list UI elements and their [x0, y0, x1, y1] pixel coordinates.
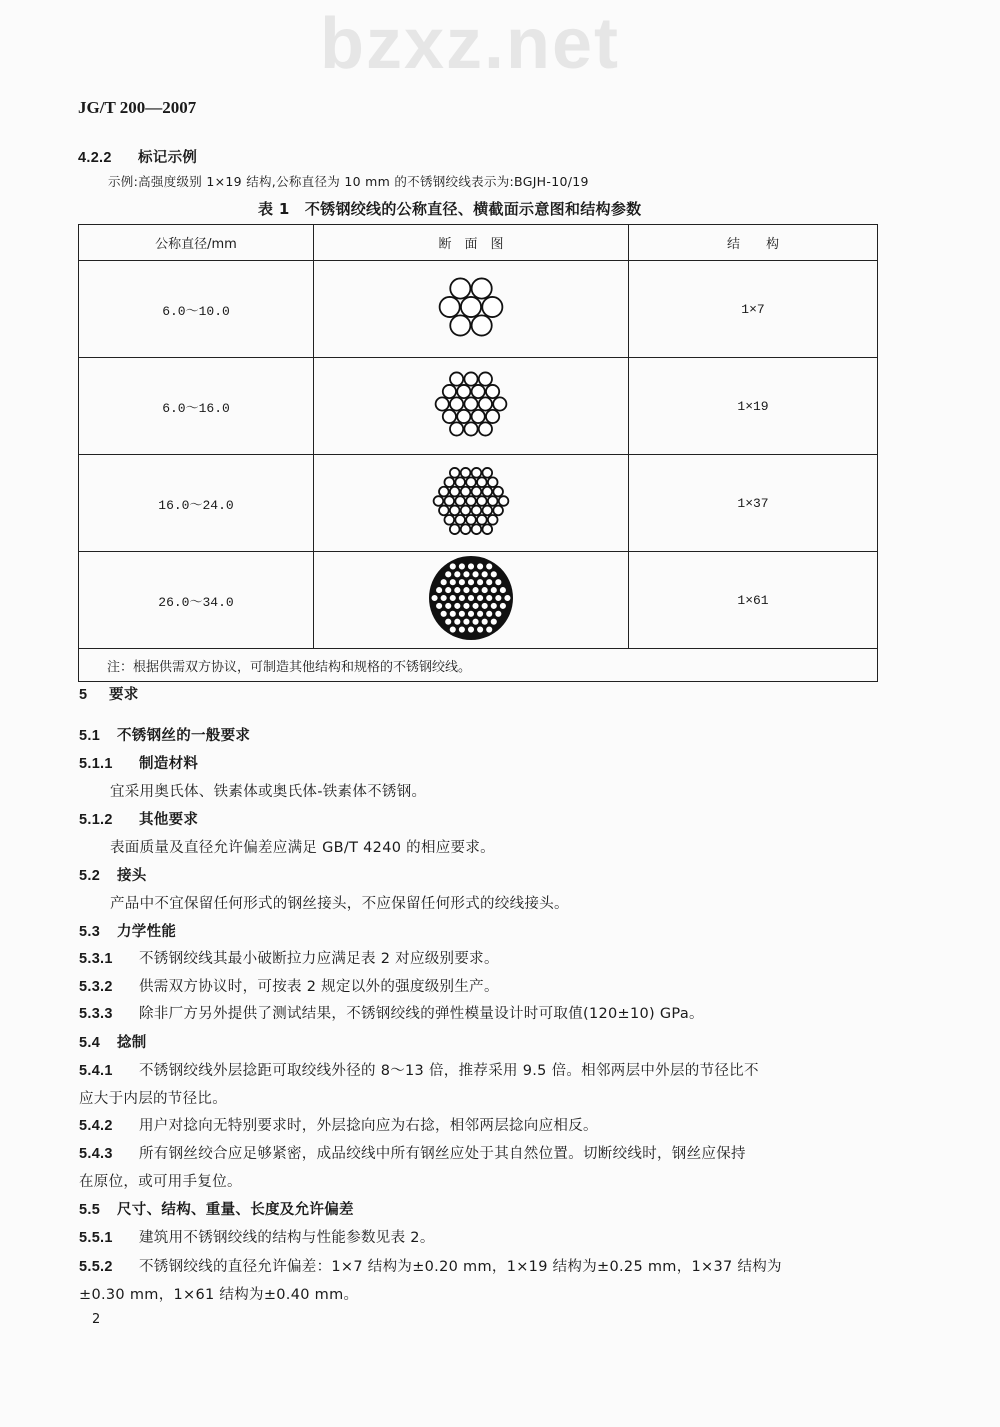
wire-circle	[472, 385, 485, 398]
wire-circle	[454, 571, 461, 578]
cross-section-cell	[314, 261, 629, 358]
structure-cell: 1×61	[629, 552, 878, 649]
wire-circle	[464, 422, 477, 435]
table-row	[79, 455, 878, 552]
structure-cell: 1×37	[629, 455, 878, 552]
wire-circle	[450, 278, 470, 298]
wire-circle	[472, 602, 479, 609]
text-line	[79, 1283, 358, 1304]
section-number: 5.1.1	[79, 756, 113, 772]
table-note: 注：根据供需双方协议，可制造其他结构和规格的不锈钢绞线。	[79, 649, 878, 682]
section-number: 5.1	[79, 728, 101, 744]
wire-circle	[499, 496, 509, 506]
col-header-cross-section: 断 面 图	[314, 225, 629, 261]
wire-circle	[440, 297, 460, 317]
text-line	[110, 780, 426, 801]
wire-circle	[504, 594, 511, 601]
line-text: 在原位，或可用手复位。	[79, 1174, 242, 1190]
wire-circle	[472, 468, 482, 478]
wire-circle	[450, 468, 460, 478]
wire-circle	[444, 515, 454, 525]
wire-circle	[486, 610, 493, 617]
wire-circle	[449, 563, 456, 570]
wire-circle	[499, 602, 506, 609]
table-1	[78, 224, 878, 682]
wire-circle	[458, 626, 465, 633]
section-number: 5.4.2	[79, 1118, 113, 1134]
wire-circle	[449, 626, 456, 633]
cross-section-diagram	[426, 262, 516, 352]
marking-example: 示例:高强度级别 1×19 结构,公称直径为 10 mm 的不锈钢绞线表示为:BGJH-10/19	[108, 174, 589, 189]
table-caption: 表 1 不锈钢绞线的公称直径、横截面示意图和结构参数	[258, 200, 642, 218]
wire-circle	[454, 602, 461, 609]
wire-circle	[476, 594, 483, 601]
line-text: 用户对捻向无特别要求时，外层捻向应为右捻，相邻两层捻向应相反。	[139, 1118, 598, 1134]
text-line	[79, 1198, 354, 1219]
diameter-cell: 6.0～10.0	[79, 261, 314, 358]
wire-circle	[445, 586, 452, 593]
line-text: ±0.30 mm，1×61 结构为±0.40 mm。	[79, 1287, 359, 1303]
wire-circle	[467, 563, 474, 570]
wire-circle	[463, 571, 470, 578]
wire-circle	[450, 506, 460, 516]
diameter-cell: 16.0～24.0	[79, 455, 314, 552]
wire-circle	[450, 372, 463, 385]
text-line	[79, 1255, 782, 1276]
wire-circle	[443, 410, 456, 423]
wire-circle	[463, 586, 470, 593]
wire-circle	[476, 626, 483, 633]
wire-circle	[450, 487, 460, 497]
wire-circle	[467, 579, 474, 586]
text-line	[79, 724, 250, 745]
line-text: 建筑用不锈钢绞线的结构与性能参数见表 2。	[139, 1230, 435, 1246]
wire-circle	[490, 571, 497, 578]
wire-circle	[476, 563, 483, 570]
line-text: 不锈钢绞线外层捻距可取绞线外径的 8～13 倍，推荐采用 9.5 倍。相邻两层中外层的节径比不	[139, 1063, 759, 1079]
section-number: 5.3.2	[79, 979, 113, 995]
cross-section-cell	[314, 552, 629, 649]
table-row	[79, 261, 878, 358]
wire-circle	[435, 586, 442, 593]
wire-circle	[461, 468, 471, 478]
section-number: 5.4	[79, 1035, 101, 1051]
wire-circle	[458, 594, 465, 601]
wire-circle	[482, 506, 492, 516]
wire-circle	[472, 410, 485, 423]
wire-circle	[472, 571, 479, 578]
wire-circle	[479, 422, 492, 435]
text-line	[79, 864, 147, 885]
wire-circle	[481, 586, 488, 593]
wire-circle	[466, 477, 476, 487]
watermark: bzxz.net	[320, 4, 621, 84]
text-line	[110, 836, 495, 857]
cross-section-diagram	[426, 553, 516, 643]
section-number: 5.4.1	[79, 1063, 113, 1079]
section-number: 4.2.2	[78, 150, 112, 166]
wire-circle	[490, 618, 497, 625]
wire-circle	[445, 571, 452, 578]
wire-circle	[440, 594, 447, 601]
line-text: 要求	[109, 687, 139, 703]
text-line	[79, 975, 499, 996]
line-text: 接头	[117, 868, 147, 884]
line-text: 不锈钢绞线其最小破断拉力应满足表 2 对应级别要求。	[139, 951, 499, 967]
line-text: 供需双方协议时，可按表 2 规定以外的强度级别生产。	[139, 979, 499, 995]
page-number: 2	[92, 1312, 101, 1327]
text-line	[79, 1170, 242, 1191]
wire-circle	[445, 618, 452, 625]
line-text: 应大于内层的节径比。	[79, 1091, 227, 1107]
wire-circle	[482, 524, 492, 534]
section-number: 5.3.1	[79, 951, 113, 967]
wire-circle	[455, 477, 465, 487]
wire-circle	[455, 496, 465, 506]
wire-circle	[436, 397, 449, 410]
wire-circle	[499, 586, 506, 593]
line-text: 不锈钢绞线的直径允许偏差：1×7 结构为±0.20 mm，1×19 结构为±0.25 mm，1×37 结构为	[139, 1259, 782, 1275]
text-line	[79, 947, 499, 968]
wire-circle	[493, 487, 503, 497]
col-header-structure: 结 构	[629, 225, 878, 261]
wire-circle	[464, 397, 477, 410]
section-number: 5.1.2	[79, 812, 113, 828]
wire-circle	[472, 487, 482, 497]
wire-circle	[450, 524, 460, 534]
text-line	[79, 1114, 598, 1135]
structure-cell: 1×7	[629, 261, 878, 358]
text-line	[110, 892, 569, 913]
structure-cell: 1×19	[629, 358, 878, 455]
wire-circle	[450, 315, 470, 335]
wire-circle	[458, 579, 465, 586]
table-row	[79, 552, 878, 649]
wire-circle	[495, 610, 502, 617]
wire-circle	[486, 594, 493, 601]
line-text: 制造材料	[139, 756, 199, 772]
wire-circle	[488, 496, 498, 506]
wire-circle	[450, 397, 463, 410]
text-line	[79, 683, 139, 704]
wire-circle	[477, 496, 487, 506]
wire-circle	[476, 579, 483, 586]
wire-circle	[467, 626, 474, 633]
wire-circle	[461, 506, 471, 516]
text-line	[79, 808, 198, 829]
section-number: 5.3	[79, 924, 101, 940]
diameter-cell: 26.0～34.0	[79, 552, 314, 649]
wire-circle	[481, 602, 488, 609]
wire-circle	[435, 602, 442, 609]
cross-section-diagram	[426, 456, 516, 546]
section-number: 5.5	[79, 1202, 101, 1218]
section-number: 5	[79, 687, 88, 703]
cross-section-cell	[314, 358, 629, 455]
wire-circle	[490, 586, 497, 593]
wire-circle	[486, 626, 493, 633]
wire-circle	[476, 610, 483, 617]
wire-circle	[486, 579, 493, 586]
wire-circle	[440, 610, 447, 617]
wire-circle	[439, 506, 449, 516]
wire-circle	[486, 410, 499, 423]
line-text: 表面质量及直径允许偏差应满足 GB/T 4240 的相应要求。	[110, 840, 495, 856]
line-text: 其他要求	[139, 812, 199, 828]
line-text: 宜采用奥氏体、铁素体或奥氏体-铁素体不锈钢。	[110, 784, 427, 800]
text-line	[79, 1002, 704, 1023]
text-line	[79, 1142, 746, 1163]
text-line	[79, 1226, 435, 1247]
wire-circle	[495, 579, 502, 586]
text-line	[79, 1087, 227, 1108]
wire-circle	[461, 487, 471, 497]
line-text: 除非厂方另外提供了测试结果，不锈钢绞线的弹性模量设计时可取值(120±10) GPa。	[139, 1006, 704, 1022]
wire-circle	[466, 515, 476, 525]
wire-circle	[490, 602, 497, 609]
wire-circle	[488, 515, 498, 525]
wire-circle	[457, 410, 470, 423]
wire-circle	[445, 602, 452, 609]
section-title: 标记示例	[138, 150, 198, 166]
wire-circle	[486, 563, 493, 570]
wire-circle	[439, 487, 449, 497]
cross-section-cell	[314, 455, 629, 552]
wire-circle	[472, 315, 492, 335]
wire-circle	[477, 477, 487, 487]
section-4-2-2-heading	[78, 146, 197, 167]
wire-circle	[472, 524, 482, 534]
wire-circle	[495, 594, 502, 601]
text-line	[79, 920, 176, 941]
wire-circle	[454, 586, 461, 593]
wire-circle	[458, 563, 465, 570]
wire-circle	[449, 610, 456, 617]
section-number: 5.4.3	[79, 1146, 113, 1162]
wire-circle	[461, 524, 471, 534]
wire-circle	[463, 602, 470, 609]
line-text: 产品中不宜保留任何形式的钢丝接头，不应保留任何形式的绞线接头。	[110, 896, 569, 912]
wire-circle	[493, 506, 503, 516]
wire-circle	[481, 618, 488, 625]
wire-circle	[434, 496, 444, 506]
wire-circle	[458, 610, 465, 617]
wire-circle	[482, 468, 492, 478]
section-number: 5.2	[79, 868, 101, 884]
col-header-diameter: 公称直径/mm	[79, 225, 314, 261]
wire-circle	[488, 477, 498, 487]
standard-code-header: JG/T 200—2007	[78, 98, 197, 117]
text-line	[79, 1031, 147, 1052]
wire-circle	[482, 297, 502, 317]
wire-circle	[450, 422, 463, 435]
text-line	[79, 752, 198, 773]
wire-circle	[472, 278, 492, 298]
wire-circle	[481, 571, 488, 578]
wire-circle	[479, 372, 492, 385]
section-number: 5.3.3	[79, 1006, 113, 1022]
wire-circle	[461, 297, 481, 317]
section-number: 5.5.1	[79, 1230, 113, 1246]
wire-circle	[493, 397, 506, 410]
wire-circle	[440, 579, 447, 586]
line-text: 捻制	[117, 1035, 147, 1051]
wire-circle	[467, 594, 474, 601]
wire-circle	[464, 372, 477, 385]
wire-circle	[444, 477, 454, 487]
wire-circle	[477, 515, 487, 525]
cross-section-diagram	[426, 359, 516, 449]
wire-circle	[472, 506, 482, 516]
line-text: 不锈钢丝的一般要求	[117, 728, 251, 744]
wire-circle	[482, 487, 492, 497]
wire-circle	[466, 496, 476, 506]
diameter-cell: 6.0～16.0	[79, 358, 314, 455]
wire-circle	[449, 594, 456, 601]
line-text: 尺寸、结构、重量、长度及允许偏差	[117, 1202, 354, 1218]
wire-circle	[467, 610, 474, 617]
wire-circle	[431, 594, 438, 601]
wire-circle	[472, 586, 479, 593]
section-number: 5.5.2	[79, 1259, 113, 1275]
wire-circle	[457, 385, 470, 398]
wire-circle	[486, 385, 499, 398]
wire-circle	[463, 618, 470, 625]
line-text: 力学性能	[117, 924, 177, 940]
wire-circle	[454, 618, 461, 625]
text-line	[79, 1059, 759, 1080]
line-text: 所有钢丝绞合应足够紧密，成品绞线中所有钢丝应处于其自然位置。切断绞线时，钢丝应保持	[139, 1146, 746, 1162]
table-row	[79, 358, 878, 455]
wire-circle	[472, 618, 479, 625]
wire-circle	[443, 385, 456, 398]
wire-circle	[449, 579, 456, 586]
wire-circle	[479, 397, 492, 410]
wire-circle	[444, 496, 454, 506]
wire-circle	[455, 515, 465, 525]
